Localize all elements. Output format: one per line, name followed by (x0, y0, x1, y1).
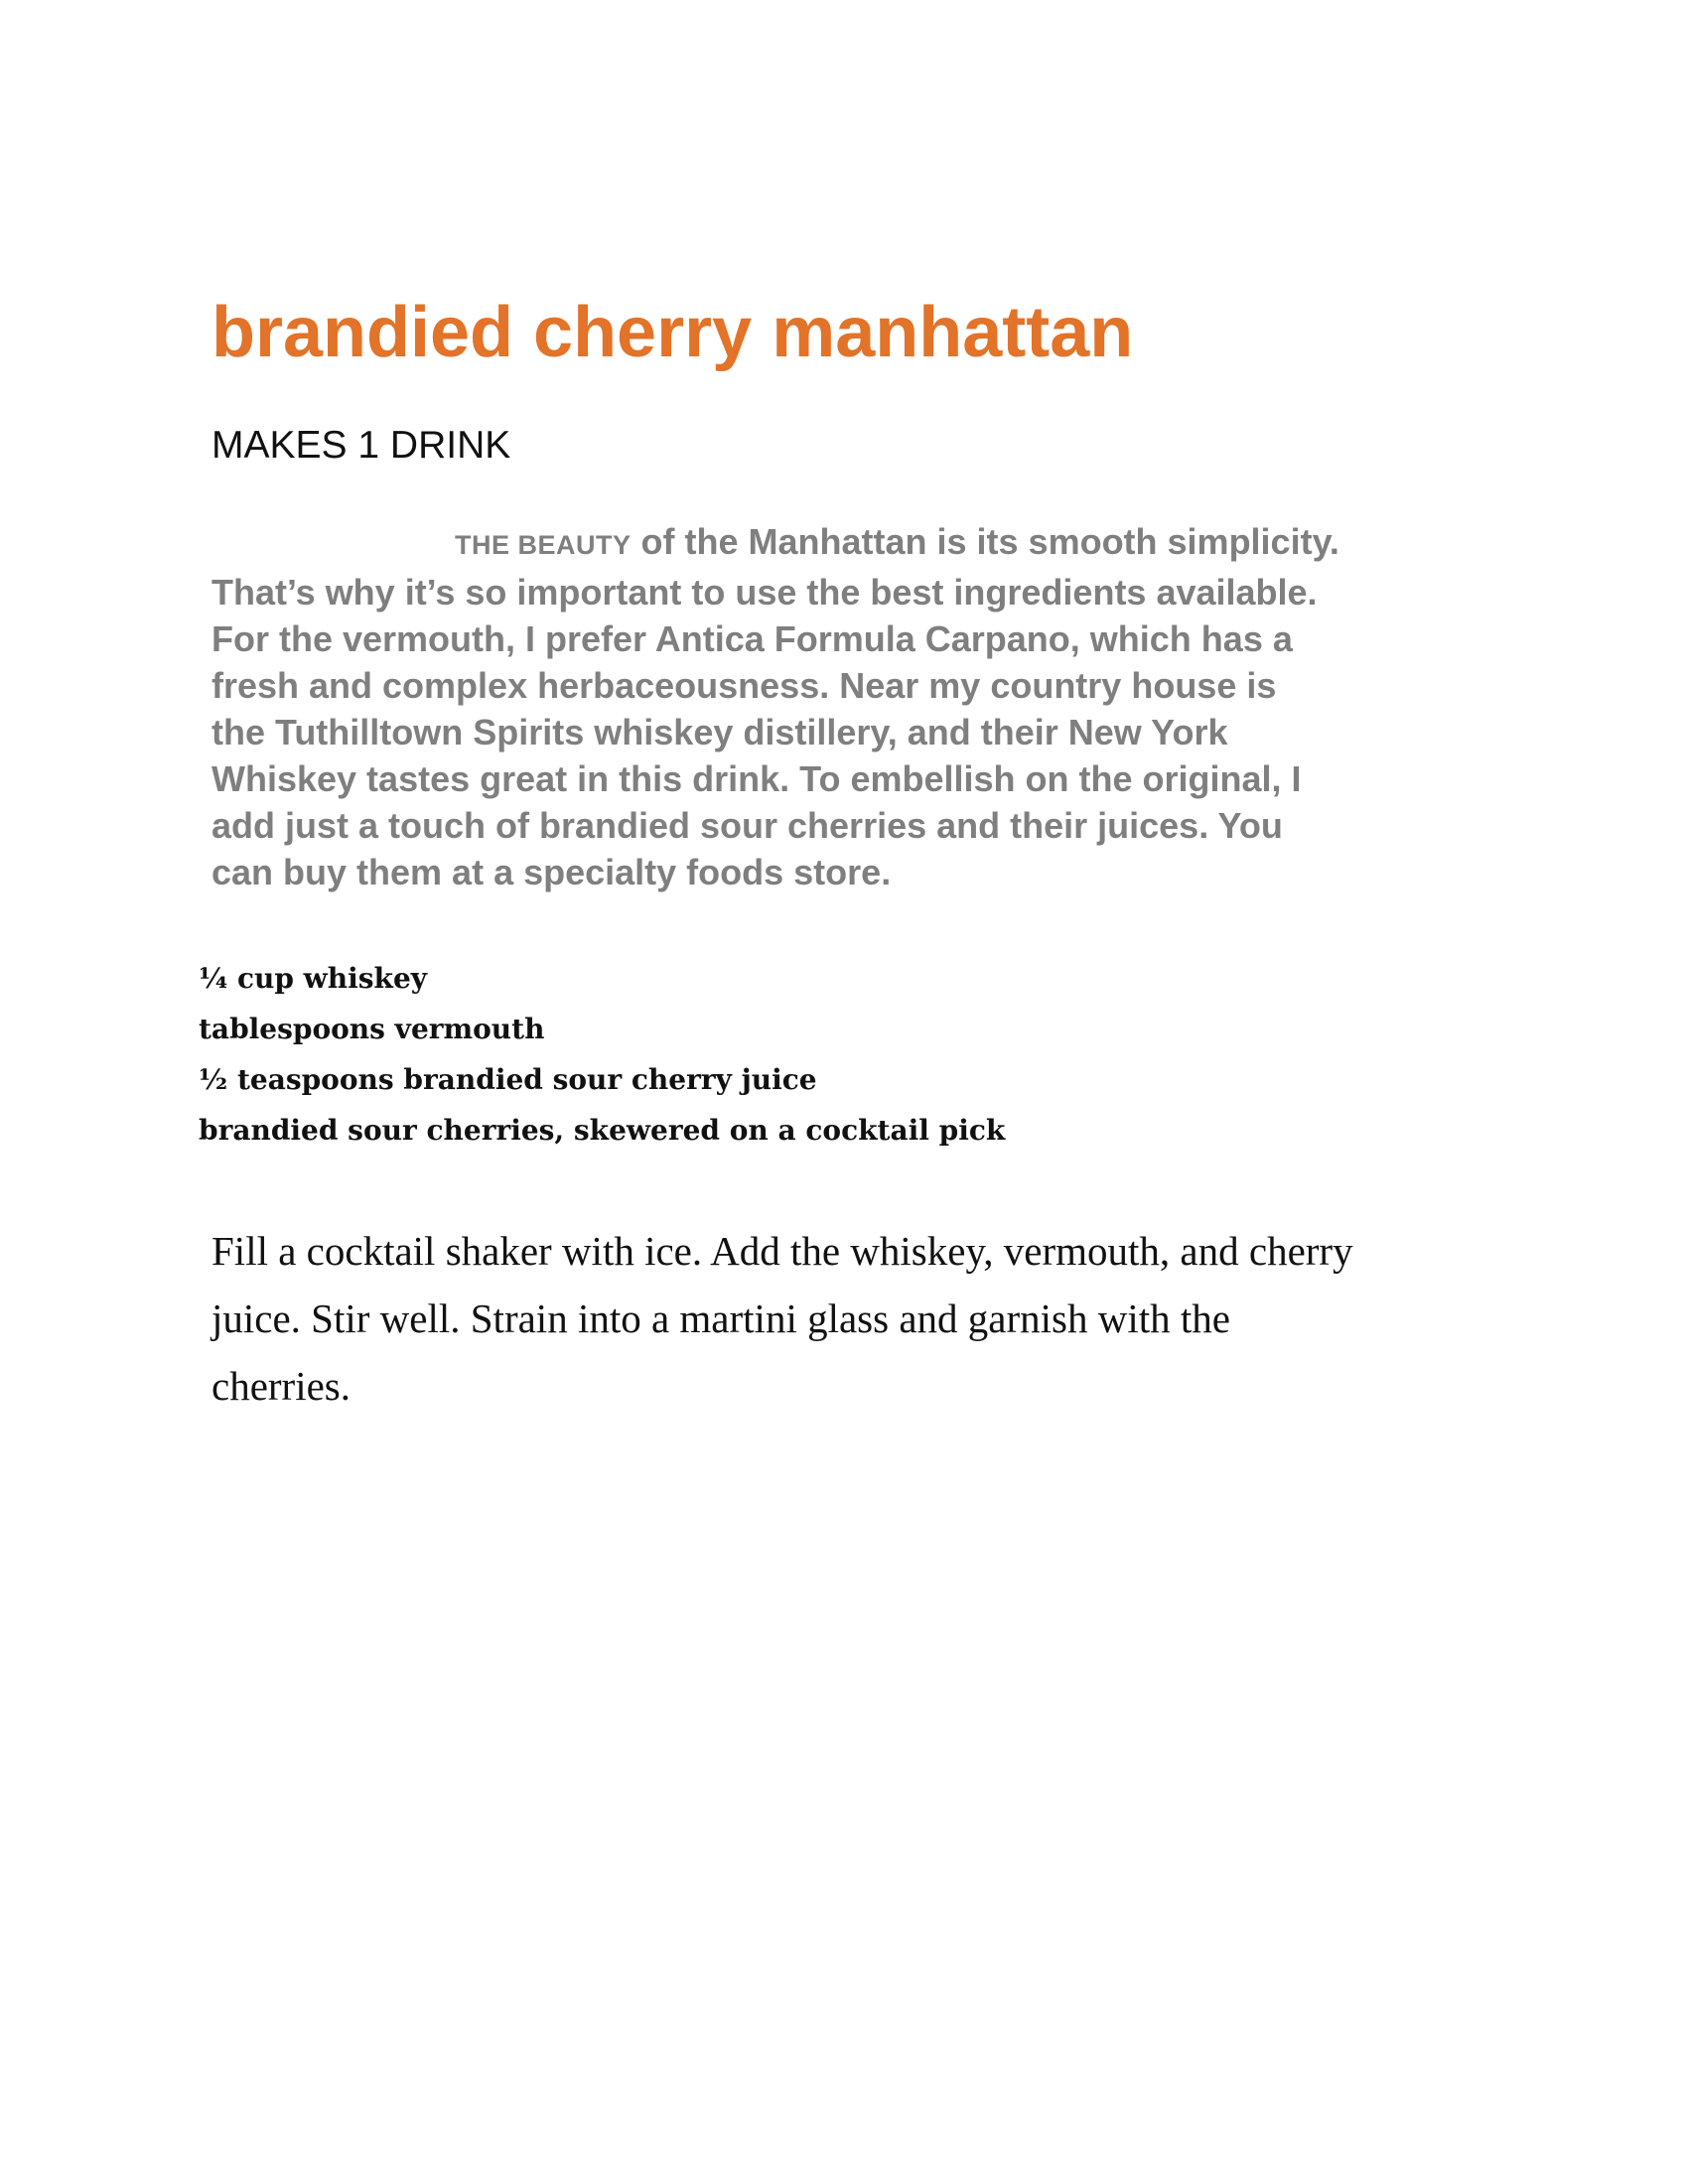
intro-line (211, 518, 1492, 569)
recipe-yield: MAKES 1 DRINK (211, 424, 511, 467)
method-line: Fill a cocktail shaker with ice. Add the whiskey, vermouth, and cherry (211, 1228, 1353, 1274)
ingredient-list (199, 953, 1005, 1156)
intro-line: That’s why it’s so important to use the best ingredients available. (211, 572, 1318, 613)
intro-line-text: of the Manhattan is its smooth simplicity. (631, 521, 1339, 562)
recipe-method (211, 1217, 1502, 1420)
ingredient-item: ½ teaspoons brandied sour cherry juice (199, 1063, 817, 1096)
intro-line: Whiskey tastes great in this drink. To embellish on the original, I (211, 758, 1302, 799)
intro-line: For the vermouth, I prefer Antica Formula Carpano, which has a (211, 618, 1293, 659)
ingredient-item: tablespoons vermouth (199, 1013, 545, 1045)
recipe-intro (211, 518, 1492, 895)
intro-lead: THE BEAUTY (455, 530, 632, 560)
ingredient-item: brandied sour cherries, skewered on a cocktail pick (199, 1114, 1006, 1147)
ingredient-item: ¼ cup whiskey (199, 962, 428, 995)
intro-line: can buy them at a specialty foods store. (211, 852, 892, 892)
method-line: cherries. (211, 1363, 351, 1409)
intro-line: fresh and complex herbaceousness. Near my country house is (211, 665, 1277, 706)
recipe-title: brandied cherry manhattan (211, 293, 1134, 372)
method-line: juice. Stir well. Strain into a martini glass and garnish with the (211, 1296, 1230, 1341)
intro-line: the Tuthilltown Spirits whiskey distillery, and their New York (211, 712, 1228, 752)
intro-line: add just a touch of brandied sour cherries and their juices. You (211, 805, 1283, 846)
